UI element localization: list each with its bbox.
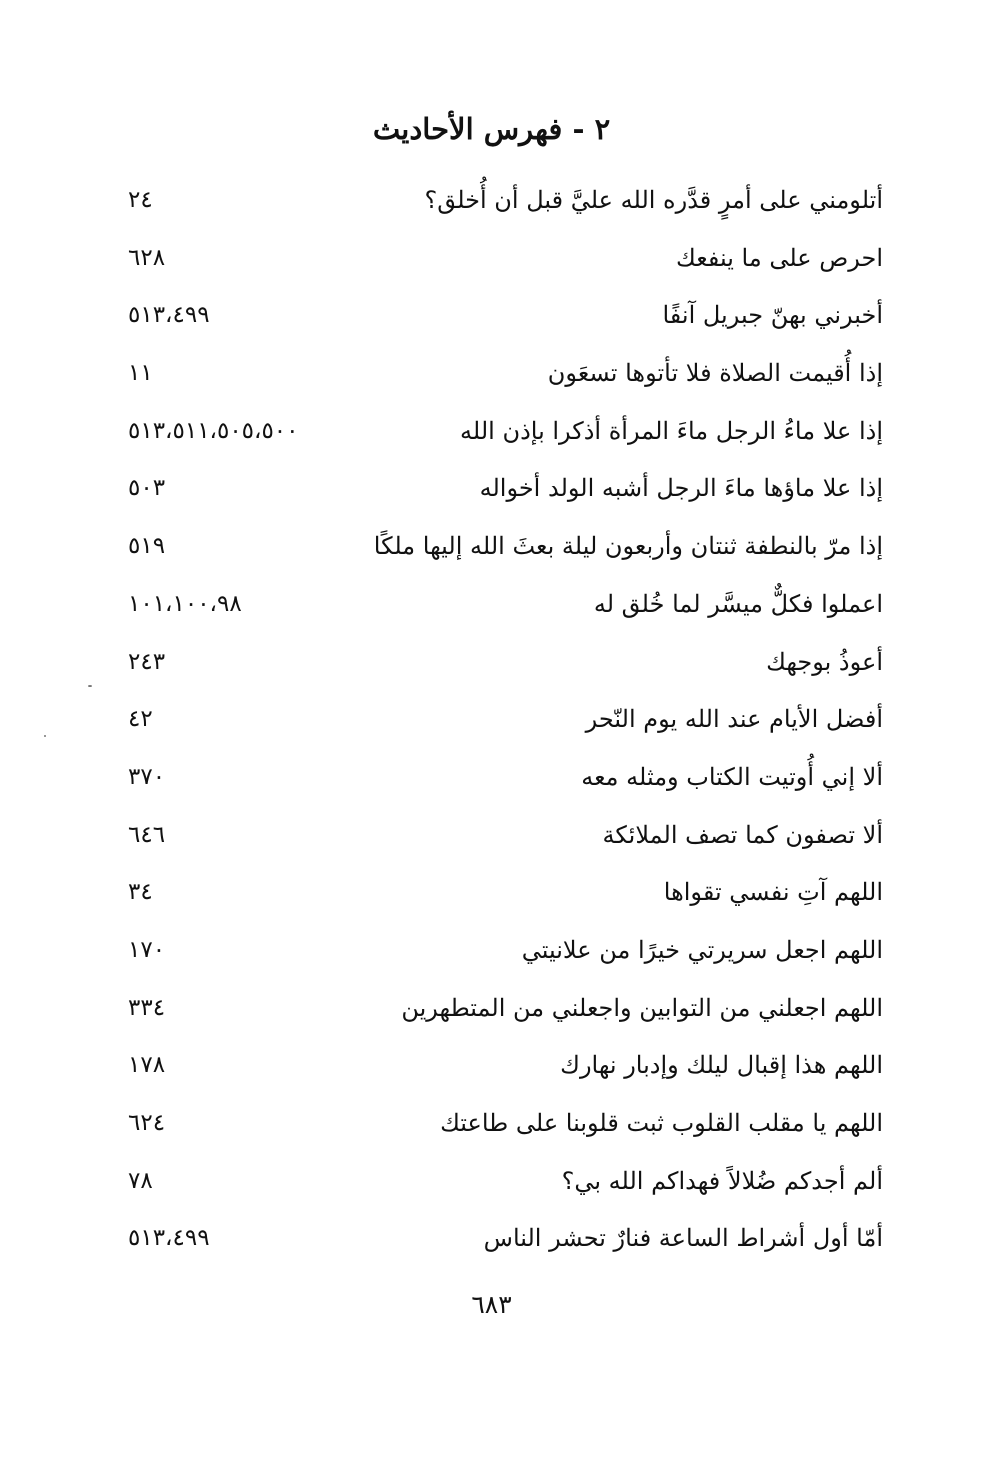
hadith-text: أخبرني بهنّ جبريل آنفًا <box>662 301 883 330</box>
hadith-text: اللهم اجعل سريرتي خيرًا من علانيتي <box>521 935 883 964</box>
list-item <box>0 693 983 751</box>
scan-speck <box>44 735 46 737</box>
hadith-text: اللهم يا مقلب القلوب ثبت قلوبنا على طاعتك <box>440 1109 883 1137</box>
page-references: ٢٤٣ <box>128 648 166 675</box>
list-item <box>0 1097 983 1155</box>
page-references: ٥١٣،٤٩٩ <box>128 1225 210 1252</box>
list-item <box>0 578 983 636</box>
hadith-text: اعملوا فكلٌّ ميسَّر لما خُلق له <box>593 589 883 618</box>
page-references: ٣٣٤ <box>128 994 166 1021</box>
list-item <box>0 405 983 463</box>
list-item <box>0 1039 983 1097</box>
hadith-text: إذا علا ماءُ الرجل ماءَ المرأة أذكرا بإذن الله <box>460 416 883 445</box>
scan-speck <box>88 685 92 687</box>
hadith-text: ألا تصفون كما تصف الملائكة <box>602 820 883 849</box>
list-item <box>0 924 983 982</box>
page-references: ٥١٣،٤٩٩ <box>128 302 210 329</box>
page-references: ٦٢٤ <box>128 1110 166 1136</box>
hadith-text: ألم أجدكم ضُلالاً فهداكم الله بي؟ <box>561 1166 883 1195</box>
page-references: ٣٤ <box>128 879 153 906</box>
list-item <box>0 174 983 232</box>
page-references: ٢٤ <box>128 187 153 213</box>
hadith-text: أفضل الأيام عند الله يوم النّحر <box>585 705 883 734</box>
list-item <box>0 866 983 924</box>
page-references: ٥١٣،٥١١،٥٠٥،٥٠٠ <box>128 417 299 444</box>
list-item <box>0 520 983 578</box>
hadith-text: اللهم هذا إقبال ليلك وإدبار نهارك <box>560 1051 883 1080</box>
hadith-text: اللهم اجعلني من التوابين واجعلني من المتطهرين <box>401 993 883 1022</box>
hadith-text: أتلومني على أمرٍ قدَّره الله عليَّ قبل أن أُخلق؟ <box>424 186 883 214</box>
list-item <box>0 232 983 290</box>
list-item <box>0 289 983 347</box>
hadith-text: اللهم آتِ نفسي تقواها <box>663 878 883 907</box>
list-item <box>0 636 983 694</box>
list-item <box>0 347 983 405</box>
list-item <box>0 1212 983 1270</box>
page-number: ٦٨٣ <box>471 1290 512 1319</box>
list-item <box>0 982 983 1040</box>
page-references: ٧٨ <box>128 1167 153 1194</box>
page-references: ٥١٩ <box>128 533 166 560</box>
list-item <box>0 1155 983 1213</box>
page-references: ١٧٨ <box>128 1052 166 1079</box>
hadith-text: ألا إني أُوتيت الكتاب ومثله معه <box>581 762 883 791</box>
hadith-index-list <box>0 174 983 1270</box>
list-item <box>0 809 983 867</box>
hadith-text: احرص على ما ينفعك <box>676 243 883 272</box>
hadith-text: إذا مرّ بالنطفة ثنتان وأربعون ليلة بعثَ الله إليها ملكًا <box>373 532 883 561</box>
page-references: ١١ <box>128 360 153 387</box>
page-references: ٦٤٦ <box>128 821 166 848</box>
hadith-text: إذا علا ماؤها ماءَ الرجل أشبه الولد أخواله <box>479 474 883 503</box>
page-title: ٢ - فهرس الأحاديث <box>372 112 611 146</box>
hadith-text: أمّا أول أشراط الساعة فنارٌ تحشر الناس <box>483 1224 883 1253</box>
list-item <box>0 751 983 809</box>
page-references: ٥٠٣ <box>128 475 166 502</box>
list-item <box>0 462 983 520</box>
hadith-text: أعوذُ بوجهك <box>766 647 883 676</box>
page-references: ٦٢٨ <box>128 244 166 271</box>
page-references: ١٧٠ <box>128 936 166 963</box>
page-references: ١٠١،١٠٠،٩٨ <box>128 590 242 617</box>
hadith-text: إذا أُقيمت الصلاة فلا تأتوها تسعَون <box>547 359 883 388</box>
page-references: ٤٢ <box>128 706 153 733</box>
page-references: ٣٧٠ <box>128 763 166 790</box>
